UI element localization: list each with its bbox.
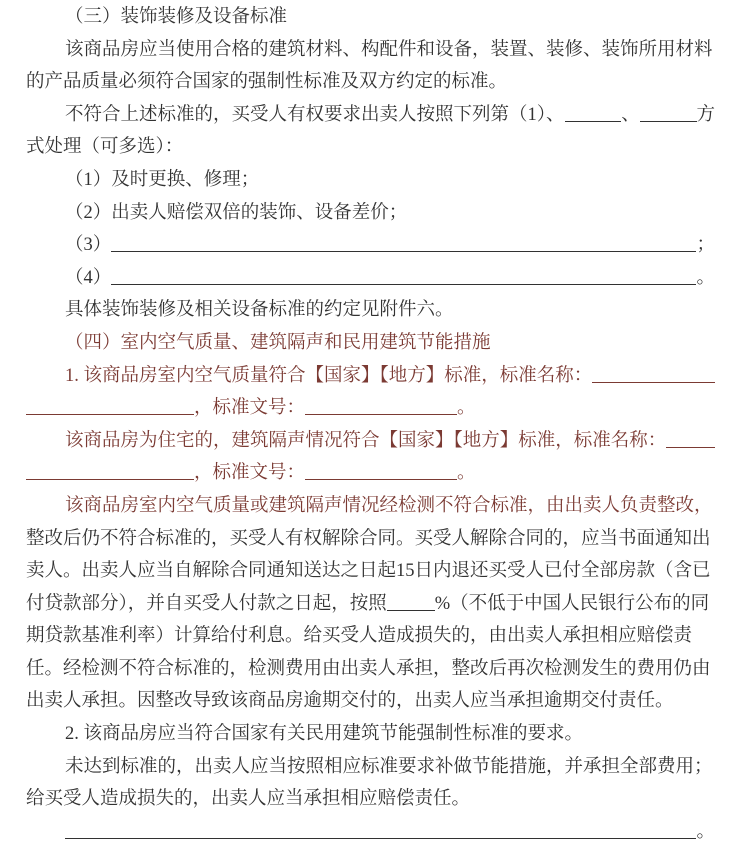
doc-line-23 (26, 718, 715, 751)
blank-field[interactable] (65, 835, 696, 839)
doc-line-11 (26, 327, 715, 360)
doc-line-26 (26, 816, 715, 848)
text-run: 2. 该商品房应当符合国家有关民用建筑节能强制性标准的要求。 (65, 724, 584, 745)
text-run: 任。经检测不符合标准的，检测费用由出卖人承担，整改后再次检测发生的费用仍由 (26, 658, 711, 679)
text-run: 未达到标准的，出卖人应当按照相应标准要求补做节能措施，并承担全部费用； (65, 756, 713, 777)
text-run: 1. 该商品房室内空气质量符合【国家】【地方】标准，标准名称： (65, 365, 593, 386)
text-run: （四）室内空气质量、建筑隔声和民用建筑节能措施 (65, 332, 491, 353)
doc-line-3 (26, 66, 715, 99)
text-run: （3） (65, 235, 112, 256)
blank-field[interactable] (592, 379, 715, 383)
blank-field[interactable] (111, 281, 696, 285)
text-run: 式处理（可多选）： (26, 137, 184, 158)
doc-line-18 (26, 555, 715, 588)
doc-line-1 (26, 1, 715, 34)
text-run: 的产品质量必须符合国家的强制性标准及双方约定的标准。 (26, 72, 508, 93)
blank-field[interactable] (666, 444, 715, 448)
text-run: 给买受人造成损失的，出卖人应当承担相应赔偿责任。 (26, 789, 471, 810)
blank-field[interactable] (305, 476, 457, 480)
blank-field[interactable] (305, 411, 457, 415)
text-run: ，标准文号： (194, 463, 306, 484)
blank-field[interactable] (111, 248, 696, 252)
blank-field[interactable] (26, 476, 194, 480)
text-run: （2）出卖人赔偿双倍的装饰、设备差价； (65, 202, 408, 223)
doc-line-17 (26, 523, 715, 556)
text-run: （三）装饰装修及设备标准 (65, 7, 288, 27)
text-run: 整改后仍不符合标准的，买受人有权解除合同。买受人解除合同的，应当书面通知出 (26, 528, 711, 549)
doc-line-10 (26, 294, 715, 327)
text-run: 不符合上述标准的，买受人有权要求出卖人按照下列第（1）、 (65, 104, 565, 125)
doc-line-16 (26, 490, 715, 523)
text-run: 付贷款部分），并自买受人付款之日起，按照 (26, 593, 387, 614)
doc-line-5 (26, 131, 715, 164)
text-run: 该商品房为住宅的，建筑隔声情况符合【国家】【地方】标准，标准名称： (65, 430, 667, 451)
text-run: （1）及时更换、修理； (65, 169, 260, 190)
blank-field[interactable] (26, 411, 194, 415)
doc-line-15 (26, 457, 715, 490)
doc-line-20 (26, 620, 715, 653)
text-run: 。 (457, 398, 476, 419)
doc-line-14 (26, 425, 715, 458)
text-run: 。 (696, 267, 715, 288)
doc-line-24 (26, 751, 715, 784)
doc-line-13 (26, 392, 715, 425)
text-run: 期贷款基准利率）计算给付利息。给买受人造成损失的，由出卖人承担相应赔偿责 (26, 626, 693, 647)
doc-line-7 (26, 197, 715, 230)
doc-line-21 (26, 653, 715, 686)
doc-line-22 (26, 685, 715, 718)
doc-line-2 (26, 34, 715, 67)
text-run: ； (696, 235, 715, 256)
blank-field[interactable] (387, 607, 435, 611)
text-run: 方 (696, 104, 716, 125)
blank-field[interactable] (565, 118, 622, 122)
text-run: 、 (621, 104, 640, 125)
doc-line-4 (26, 99, 715, 132)
text-run: 出卖人承担。因整改导致该商品房逾期交付的，出卖人应当承担逾期交付责任。 (26, 691, 674, 712)
text-run: （4） (65, 267, 112, 288)
doc-line-19 (26, 588, 715, 621)
text-run: 该商品房应当使用合格的建筑材料、构配件和设备，装置、装修、装饰所用材料 (65, 39, 713, 60)
text-run: 卖人。出卖人应当自解除合同通知送达之日起15日内退还买受人已付全部房款（含已 (26, 561, 711, 582)
text-run: %（不低于中国人民银行公布的同 (434, 593, 710, 614)
doc-line-8 (26, 229, 715, 262)
text-run: 。 (457, 463, 476, 484)
blank-field[interactable] (640, 118, 697, 122)
doc-line-6 (26, 164, 715, 197)
doc-line-9 (26, 262, 715, 295)
text-run: 该商品房室内空气质量或建筑隔声情况经检测不符合标准，由出卖人负责整改， (65, 495, 713, 516)
text-run: 具体装饰装修及相关设备标准的约定见附件六。 (65, 300, 454, 321)
doc-line-12 (26, 360, 715, 393)
text-run: ，标准文号： (194, 398, 306, 419)
document-body (26, 1, 715, 848)
doc-line-25 (26, 783, 715, 816)
text-run: 。 (696, 821, 715, 842)
